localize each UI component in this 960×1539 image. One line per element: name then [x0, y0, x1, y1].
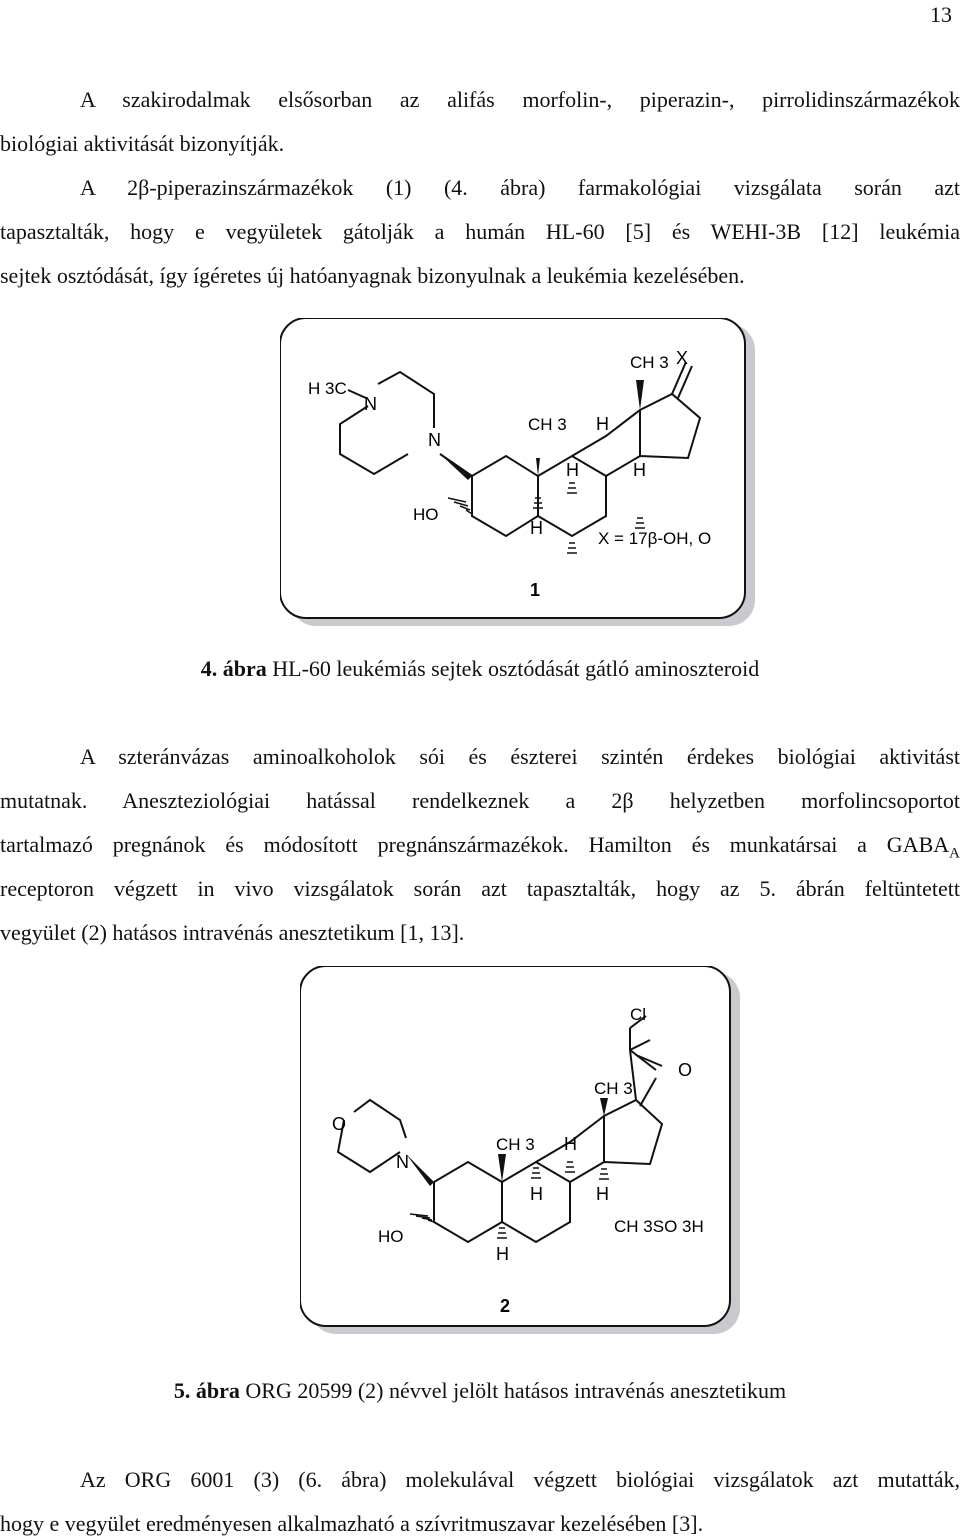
para2-line3-text: tartalmazó pregnánok és módosított pregnánszármazékok. Hamilton és munkatársai a GABA	[0, 832, 950, 857]
para2-line1: A szteránvázas aminoalkoholok sói és észterei szintén érdekes biológiai aktivitást	[80, 744, 960, 769]
para2-line4: receptoron végzett in vivo vizsgálatok során azt tapasztalták, hogy az 5. ábrán feltüntetett	[0, 876, 960, 901]
figure-5	[300, 966, 750, 1341]
fig4-h3c-label: H 3C	[308, 379, 347, 398]
para2-line2: mutatnak. Aneszteziológiai hatással rendelkeznek a 2β helyzetben morfolincsoportot	[0, 788, 960, 813]
fig5-ch3-label: CH 3	[594, 1079, 633, 1098]
figure-4-caption-bold: 4. ábra	[200, 656, 267, 681]
fig5-n-label: N	[396, 1152, 409, 1172]
fig5-o-label: O	[678, 1060, 693, 1080]
fig4-compound-number: 1	[530, 580, 541, 600]
fig4-h-label: H	[566, 460, 579, 480]
fig4-x-definition: X = 17β-OH, O	[598, 529, 712, 548]
fig4-h-label: H	[633, 460, 646, 480]
fig4-h-label: H	[530, 518, 543, 538]
fig4-h-label: H	[596, 414, 609, 434]
para3-line2: hogy e vegyület eredményesen alkalmazható a szívritmuszavar kezelésében [3].	[0, 1511, 704, 1536]
figure-4-structure	[280, 318, 760, 633]
fig4-ho-label: HO	[413, 505, 439, 524]
para1-line2: biológiai aktivitását bizonyítják.	[0, 131, 285, 156]
fig4-n-label: N	[364, 394, 377, 414]
figure-4-caption	[0, 656, 960, 682]
page-number: 13	[930, 2, 952, 27]
para2-line3	[0, 832, 960, 866]
para1-line3: A 2β-piperazinszármazékok (1) (4. ábra) farmakológiai vizsgálata során azt	[80, 175, 960, 200]
para2-line5: vegyület (2) hatásos intravénás anesztetikum [1, 13].	[0, 920, 465, 945]
fig5-h-label: H	[496, 1244, 509, 1264]
fig4-x-label: X	[676, 348, 689, 368]
para1-line5: sejtek osztódását, így ígéretes új hatóanyagnak bizonyulnak a leukémia kezelésében.	[0, 263, 745, 288]
para1-line1: A szakirodalmak elsősorban az alifás morfolin-, piperazin-, pirrolidinszármazékok	[80, 87, 960, 112]
para1-line4: tapasztalták, hogy e vegyületek gátolják a humán HL-60 [5] és WEHI-3B [12] leukémia	[0, 219, 960, 244]
fig4-ch3-label: CH 3	[528, 415, 567, 434]
para3-line1: Az ORG 6001 (3) (6. ábra) molekulával végzett biológiai vizsgálatok azt mutatták,	[80, 1467, 960, 1492]
fig5-ch3-label: CH 3	[496, 1135, 535, 1154]
fig4-ch3-label: CH 3	[630, 353, 669, 372]
fig5-compound-number: 2	[500, 1296, 511, 1316]
fig5-cl-label: Cl	[630, 1005, 647, 1024]
figure-5-structure	[300, 966, 750, 1341]
fig5-ho-label: HO	[378, 1227, 404, 1246]
fig5-o-label: O	[332, 1114, 347, 1134]
para2-line3-subscript: A	[949, 845, 960, 862]
fig5-h-label: H	[596, 1184, 609, 1204]
figure-5-caption-bold: 5. ábra	[173, 1378, 240, 1403]
figure-5-caption	[0, 1378, 960, 1404]
fig5-acid-label: CH 3SO 3H	[614, 1217, 704, 1236]
figure-4	[280, 318, 760, 633]
figure-4-caption-text: HL-60 leukémiás sejtek osztódását gátló aminoszteroid	[266, 656, 760, 681]
fig4-n-label: N	[428, 430, 441, 450]
fig5-h-label: H	[564, 1134, 577, 1154]
fig5-h-label: H	[530, 1184, 543, 1204]
figure-5-caption-text: ORG 20599 (2) névvel jelölt hatásos intravénás anesztetikum	[239, 1378, 787, 1403]
